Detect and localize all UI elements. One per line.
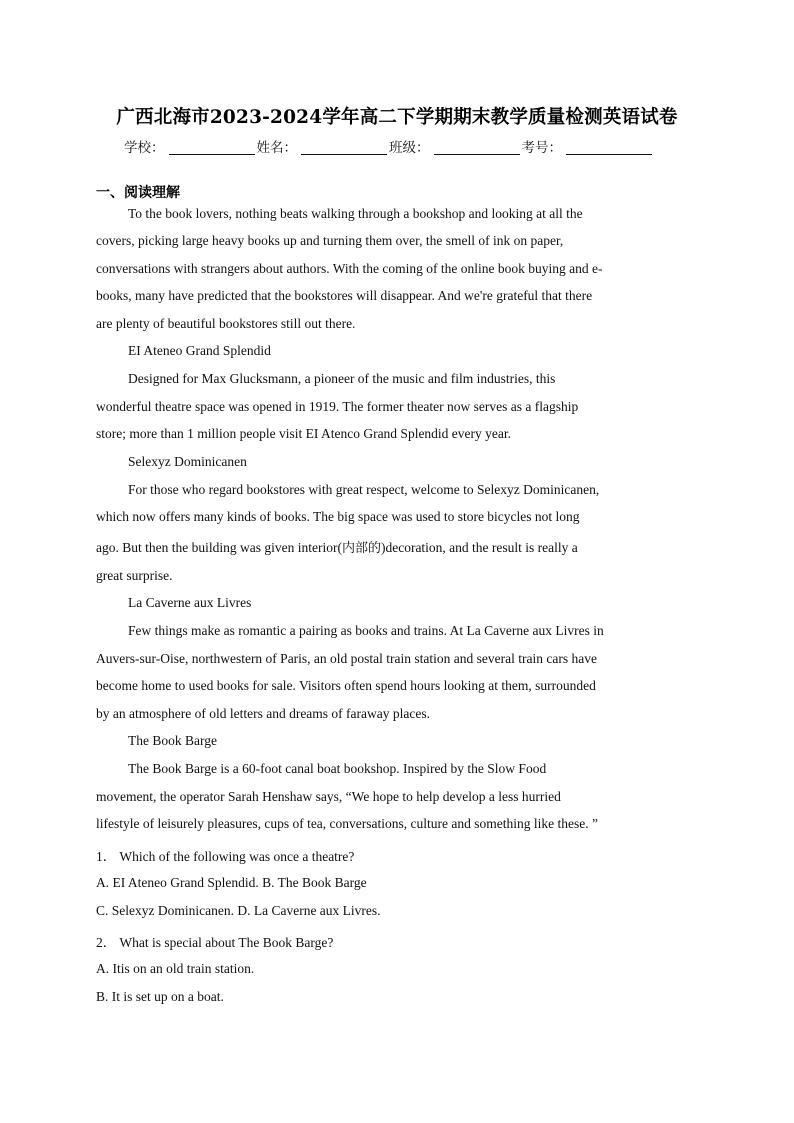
passage-line: Designed for Max Glucksmann, a pioneer of the music and film industries, this: [128, 371, 556, 386]
class-label: 班级：: [389, 140, 430, 156]
name-blank[interactable]: [301, 140, 387, 155]
question-1: 1． Which of the following was once a theatre?: [96, 849, 355, 864]
passage-line: lifestyle of leisurely pleasures, cups of tea, conversations, culture and something like these. ”: [96, 816, 598, 831]
passage-text: ago. But then the building was given interior(: [96, 540, 342, 555]
question-2-option-a: A. Itis on an old train station.: [96, 961, 255, 976]
passage-line: Auvers-sur-Oise, northwestern of Paris, an old postal train station and several train cars have: [96, 651, 597, 666]
passage-line: great surprise.: [96, 568, 173, 583]
passage-line: The Book Barge is a 60-foot canal boat bookshop. Inspired by the Slow Food: [128, 761, 547, 776]
number-blank[interactable]: [566, 140, 652, 155]
passage-line: are plenty of beautiful bookstores still out there.: [96, 316, 356, 331]
passage-line: [96, 537, 578, 556]
page-title: 广西北海市2023-2024学年高二下学期期末教学质量检测英语试卷: [116, 107, 678, 128]
passage-line: To the book lovers, nothing beats walking through a bookshop and looking at all the: [128, 206, 583, 221]
bookstore-heading: The Book Barge: [128, 733, 217, 748]
passage-line: by an atmosphere of old letters and dreams of faraway places.: [96, 706, 430, 721]
passage-line: store; more than 1 million people visit EI Atenco Grand Splendid every year.: [96, 426, 512, 441]
school-label: 学校：: [124, 140, 165, 156]
passage-line: which now offers many kinds of books. The big space was used to store bicycles not long: [96, 509, 580, 524]
passage-line: For those who regard bookstores with great respect, welcome to Selexyz Dominicanen,: [128, 482, 600, 497]
passage-line: Few things make as romantic a pairing as books and trains. At La Caverne aux Livres in: [128, 623, 604, 638]
passage-line: covers, picking large heavy books up and turning them over, the smell of ink on paper,: [96, 233, 564, 248]
passage-line: movement, the operator Sarah Henshaw says, “We hope to help develop a less hurried: [96, 789, 561, 804]
passage-line: books, many have predicted that the bookstores will disappear. And we're grateful that there: [96, 288, 593, 303]
bookstore-heading: La Caverne aux Livres: [128, 595, 252, 610]
class-blank[interactable]: [434, 140, 520, 155]
section-heading: 一、阅读理解: [96, 185, 180, 201]
question-1-options-cd: C. Selexyz Dominicanen. D. La Caverne aux Livres.: [96, 903, 381, 918]
bookstore-heading: EI Ateneo Grand Splendid: [128, 343, 271, 358]
bookstore-heading: Selexyz Dominicanen: [128, 454, 247, 469]
number-label: 考号：: [521, 140, 562, 156]
name-label: 姓名：: [256, 140, 297, 156]
student-info-line: [124, 136, 654, 156]
passage-line: conversations with strangers about authors. With the coming of the online book buying and e-: [96, 261, 603, 276]
question-2-option-b: B. It is set up on a boat.: [96, 989, 224, 1004]
passage-text: )decoration, and the result is really a: [380, 540, 578, 555]
question-2: 2． What is special about The Book Barge?: [96, 935, 334, 950]
chinese-gloss: 内部的: [341, 541, 381, 556]
passage-line: become home to used books for sale. Visitors often spend hours looking at them, surrounded: [96, 678, 596, 693]
school-blank[interactable]: [169, 140, 255, 155]
passage-line: wonderful theatre space was opened in 1919. The former theater now serves as a flagship: [96, 399, 579, 414]
question-1-options-ab: A. EI Ateneo Grand Splendid. B. The Book Barge: [96, 875, 367, 890]
